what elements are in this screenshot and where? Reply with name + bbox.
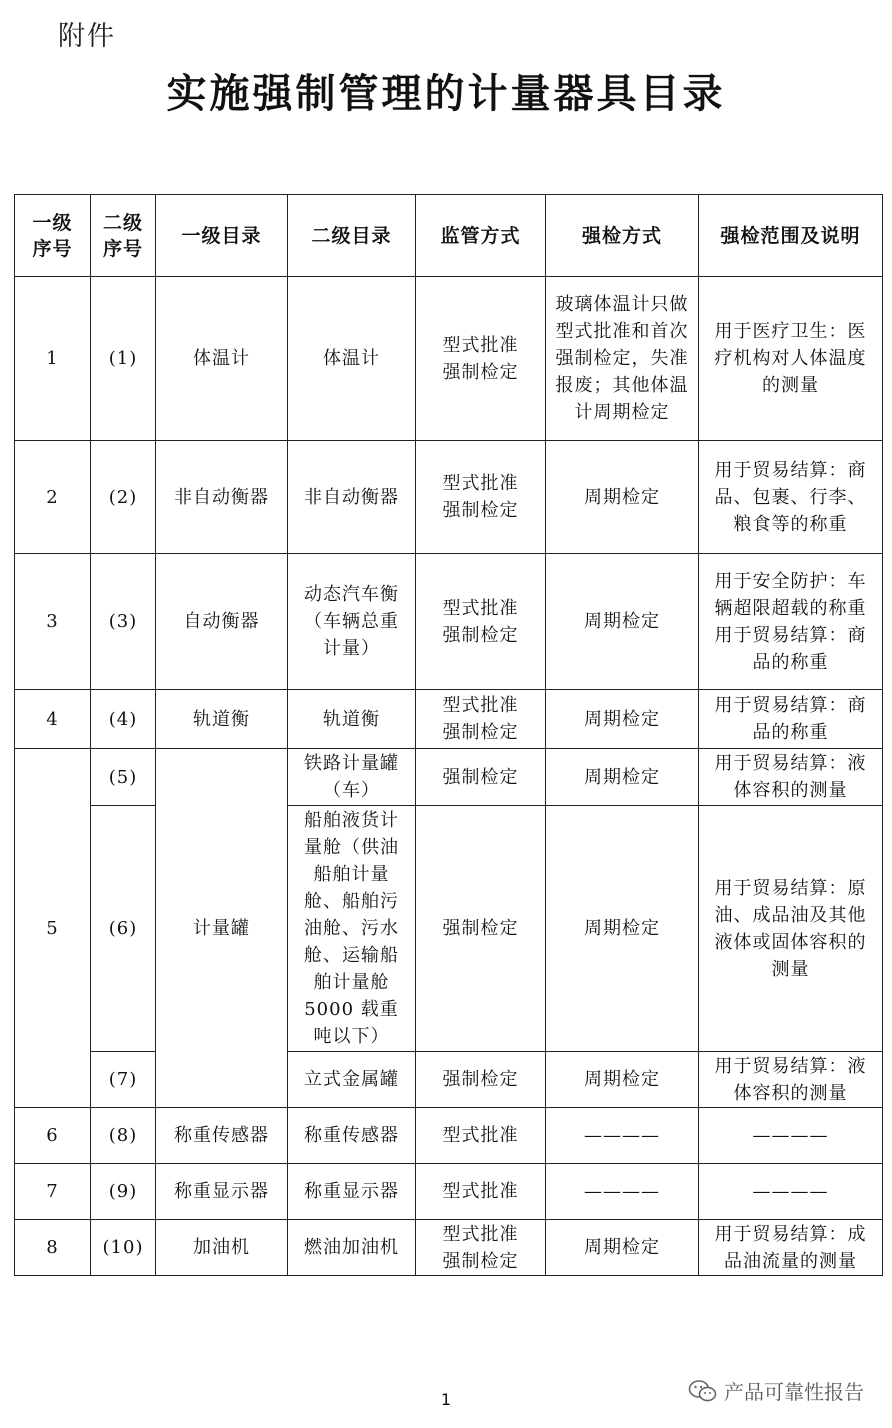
watermark <box>688 1376 864 1405</box>
cell-cat2: 船舶液货计量舱（供油船舶计量舱、船舶污油舱、污水舱、运输船舶计量舱5000 载重吨以下） <box>288 806 416 1052</box>
cell-cat2: 铁路计量罐（车） <box>288 749 416 806</box>
cell-supervision: 强制检定 <box>416 1052 546 1108</box>
column-header: 强检范围及说明 <box>699 195 883 277</box>
cell-no2: (8) <box>91 1108 156 1164</box>
cell-cat1: 计量罐 <box>156 749 288 1108</box>
cell-supervision: 强制检定 <box>416 749 546 806</box>
cell-method: ———— <box>546 1108 699 1164</box>
catalog-table <box>14 194 883 1276</box>
cell-cat1: 自动衡器 <box>156 554 288 690</box>
cell-no2: (5) <box>91 749 156 806</box>
cell-no2: (4) <box>91 690 156 749</box>
cell-method: 周期检定 <box>546 806 699 1052</box>
cell-no1: 3 <box>15 554 91 690</box>
cell-no1: 6 <box>15 1108 91 1164</box>
column-header: 一级目录 <box>156 195 288 277</box>
page-title: 实施强制管理的计量器具目录 <box>166 71 726 117</box>
table-header-row <box>15 195 883 277</box>
cell-method: ———— <box>546 1164 699 1220</box>
table-row <box>15 1164 883 1220</box>
cell-no2: (1) <box>91 277 156 441</box>
column-header: 二级 序号 <box>91 195 156 277</box>
cell-supervision: 型式批准 强制检定 <box>416 690 546 749</box>
cell-supervision: 型式批准 强制检定 <box>416 554 546 690</box>
table-row <box>15 1108 883 1164</box>
cell-no2: (10) <box>91 1220 156 1276</box>
cell-scope: 用于贸易结算：液体容积的测量 <box>699 1052 883 1108</box>
cell-scope: ———— <box>699 1164 883 1220</box>
cell-scope: 用于贸易结算：原油、成品油及其他液体或固体容积的测量 <box>699 806 883 1052</box>
cell-scope: 用于安全防护：车辆超限超载的称重 用于贸易结算：商品的称重 <box>699 554 883 690</box>
wechat-icon <box>688 1379 718 1403</box>
table-row <box>15 277 883 441</box>
page-number: 1 <box>440 1390 452 1409</box>
cell-method: 周期检定 <box>546 749 699 806</box>
table-row <box>15 806 883 1052</box>
cell-cat1: 轨道衡 <box>156 690 288 749</box>
column-header: 二级目录 <box>288 195 416 277</box>
cell-scope: ———— <box>699 1108 883 1164</box>
cell-scope: 用于贸易结算：商品的称重 <box>699 690 883 749</box>
cell-supervision: 型式批准 强制检定 <box>416 1220 546 1276</box>
cell-method: 玻璃体温计只做型式批准和首次强制检定，失准报废；其他体温计周期检定 <box>546 277 699 441</box>
cell-cat1: 加油机 <box>156 1220 288 1276</box>
attachment-label: 附件 <box>58 21 116 52</box>
cell-supervision: 强制检定 <box>416 806 546 1052</box>
cell-supervision: 型式批准 强制检定 <box>416 277 546 441</box>
cell-no1: 5 <box>15 749 91 1108</box>
cell-cat2: 非自动衡器 <box>288 441 416 554</box>
cell-scope: 用于贸易结算：成品油流量的测量 <box>699 1220 883 1276</box>
cell-no2: (2) <box>91 441 156 554</box>
cell-method: 周期检定 <box>546 554 699 690</box>
cell-cat1: 非自动衡器 <box>156 441 288 554</box>
cell-scope: 用于贸易结算：液体容积的测量 <box>699 749 883 806</box>
cell-cat1: 体温计 <box>156 277 288 441</box>
cell-cat2: 燃油加油机 <box>288 1220 416 1276</box>
cell-supervision: 型式批准 强制检定 <box>416 441 546 554</box>
table-row <box>15 690 883 749</box>
cell-no1: 2 <box>15 441 91 554</box>
cell-scope: 用于贸易结算：商品、包裹、行李、粮食等的称重 <box>699 441 883 554</box>
cell-no2: (6) <box>91 806 156 1052</box>
cell-no1: 4 <box>15 690 91 749</box>
column-header: 一级 序号 <box>15 195 91 277</box>
cell-cat1: 称重显示器 <box>156 1164 288 1220</box>
cell-cat2: 称重显示器 <box>288 1164 416 1220</box>
cell-no1: 8 <box>15 1220 91 1276</box>
cell-method: 周期检定 <box>546 441 699 554</box>
cell-no2: (3) <box>91 554 156 690</box>
cell-supervision: 型式批准 <box>416 1164 546 1220</box>
watermark-text: 产品可靠性报告 <box>724 1380 864 1404</box>
column-header: 强检方式 <box>546 195 699 277</box>
cell-method: 周期检定 <box>546 690 699 749</box>
cell-cat1: 称重传感器 <box>156 1108 288 1164</box>
cell-method: 周期检定 <box>546 1052 699 1108</box>
cell-method: 周期检定 <box>546 1220 699 1276</box>
column-header: 监管方式 <box>416 195 546 277</box>
table-row <box>15 1052 883 1108</box>
cell-cat2: 轨道衡 <box>288 690 416 749</box>
cell-supervision: 型式批准 <box>416 1108 546 1164</box>
cell-cat2: 动态汽车衡（车辆总重计量） <box>288 554 416 690</box>
cell-cat2: 称重传感器 <box>288 1108 416 1164</box>
cell-scope: 用于医疗卫生：医疗机构对人体温度的测量 <box>699 277 883 441</box>
cell-no1: 1 <box>15 277 91 441</box>
table-row <box>15 749 883 806</box>
table-row <box>15 1220 883 1276</box>
cell-no1: 7 <box>15 1164 91 1220</box>
table-row <box>15 441 883 554</box>
cell-cat2: 体温计 <box>288 277 416 441</box>
table-row <box>15 554 883 690</box>
cell-no2: (9) <box>91 1164 156 1220</box>
cell-no2: (7) <box>91 1052 156 1108</box>
cell-cat2: 立式金属罐 <box>288 1052 416 1108</box>
